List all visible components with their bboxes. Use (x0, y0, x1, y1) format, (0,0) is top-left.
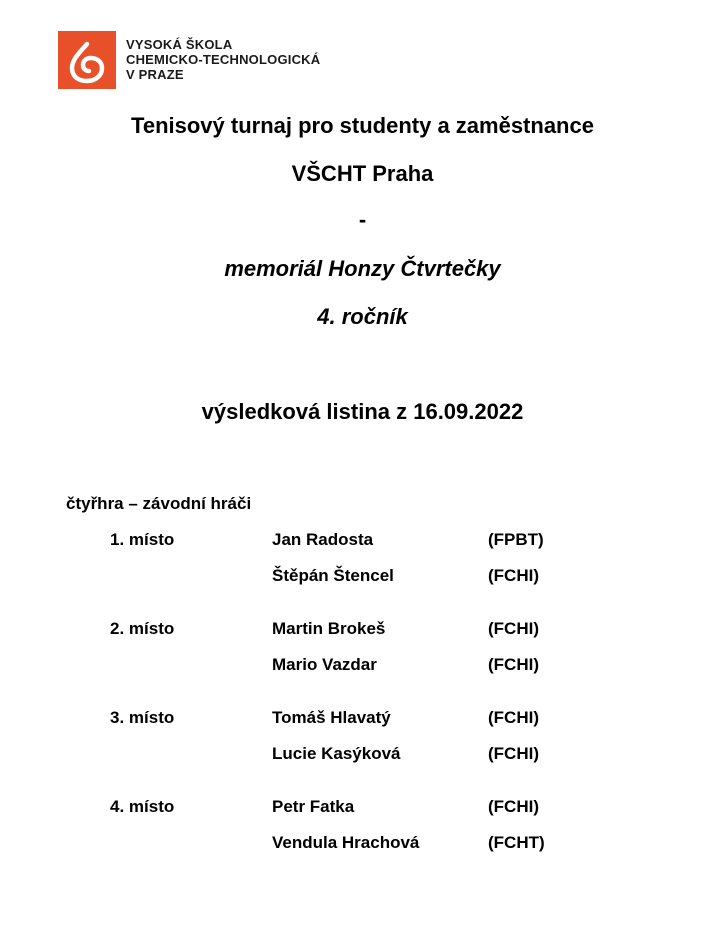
player-faculty: (FCHI) (488, 655, 539, 674)
logo-line-1: VYSOKÁ ŠKOLA (126, 37, 233, 52)
player-name: Jan Radosta (272, 530, 374, 549)
player-faculty: (FCHI) (488, 619, 539, 638)
place-label: 3. místo (110, 708, 175, 727)
player-faculty: (FCHI) (488, 708, 539, 727)
place-label: 4. místo (110, 797, 175, 816)
player-name: Štěpán Štencel (272, 566, 394, 585)
player-name: Tomáš Hlavatý (272, 708, 391, 727)
player-name: Vendula Hrachová (272, 833, 420, 852)
player-faculty: (FCHI) (488, 797, 539, 816)
place-label: 1. místo (110, 530, 175, 549)
title-dash: - (358, 207, 367, 232)
section-title: čtyřhra – závodní hráči (66, 494, 252, 513)
title-edition: 4. ročník (317, 304, 408, 329)
vscht-logo-icon (58, 31, 116, 89)
results-subtitle: výsledková listina z 16.09.2022 (201, 399, 524, 424)
player-name: Martin Brokeš (272, 619, 386, 638)
title-memorial: memoriál Honzy Čtvrtečky (224, 256, 501, 281)
logo-line-2: CHEMICKO-TECHNOLOGICKÁ (126, 52, 321, 67)
player-name: Mario Vazdar (272, 655, 377, 674)
place-label: 2. místo (110, 619, 175, 638)
player-faculty: (FCHI) (488, 566, 539, 585)
player-name: Lucie Kasýková (272, 744, 401, 763)
title-line-1: Tenisový turnaj pro studenty a zaměstnance (131, 113, 594, 138)
logo-line-3: V PRAZE (126, 67, 184, 82)
logo-text (126, 37, 320, 82)
title-line-2: VŠCHT Praha (291, 161, 434, 186)
player-faculty: (FCHI) (488, 744, 539, 763)
player-faculty: (FCHT) (488, 833, 545, 852)
player-name: Petr Fatka (272, 797, 355, 816)
player-faculty: (FPBT) (488, 530, 544, 549)
